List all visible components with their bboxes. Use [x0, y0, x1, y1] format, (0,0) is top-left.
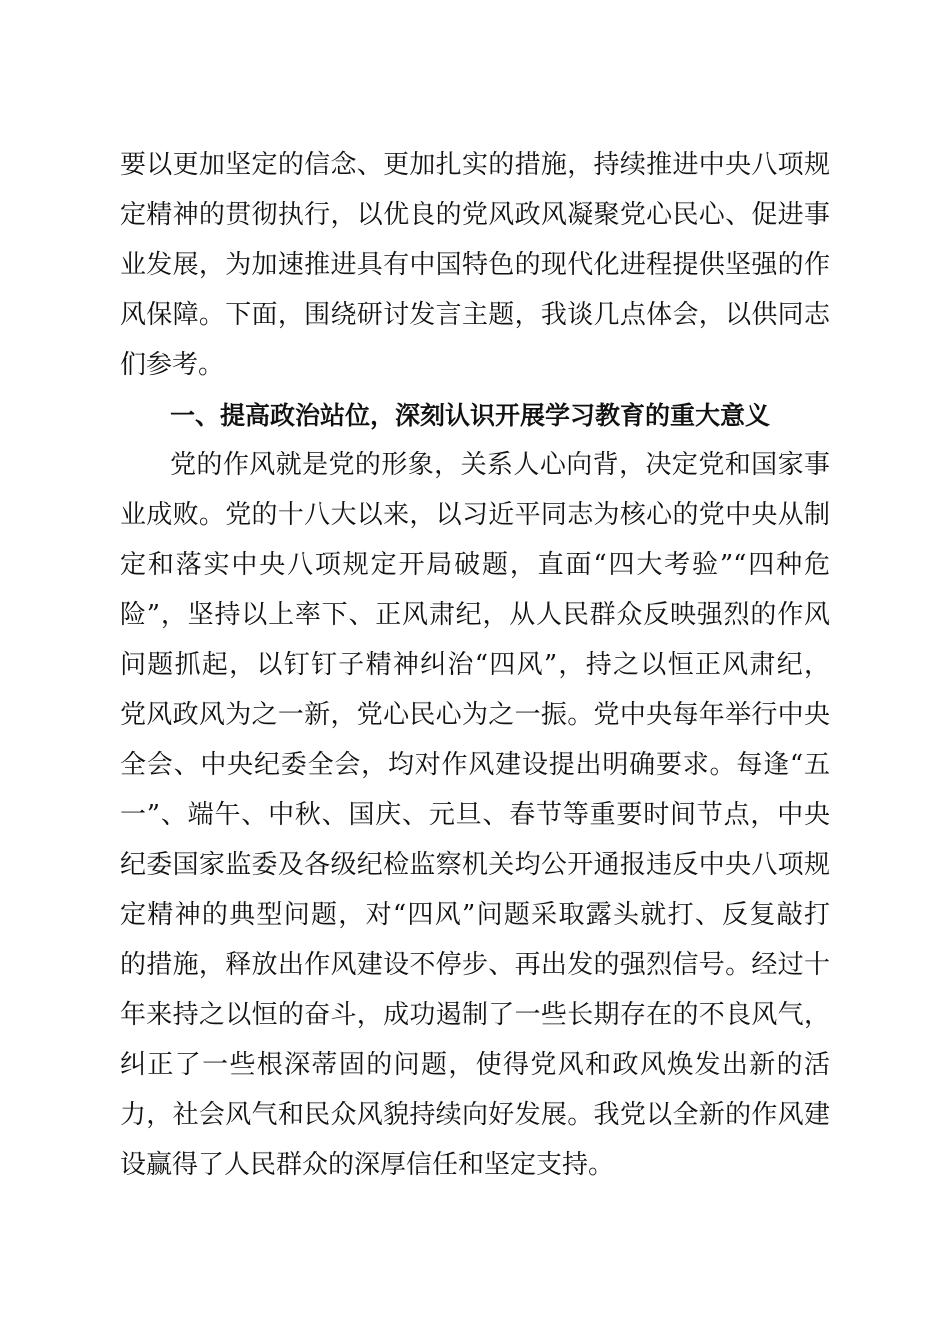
- paragraph-line: 定精神的贯彻执行，以优良的党风政风凝聚党心民心、促进事: [120, 200, 830, 230]
- paragraph-line: 风保障。下面，围绕研讨发言主题，我谈几点体会，以供同志: [120, 300, 830, 330]
- paragraph-line: 业发展，为加速推进具有中国特色的现代化进程提供坚强的作: [120, 250, 830, 280]
- paragraph-line: 险”，坚持以上率下、正风肃纪，从人民群众反映强烈的作风: [120, 600, 830, 630]
- paragraph-line: 要以更加坚定的信念、更加扎实的措施，持续推进中央八项规: [120, 150, 830, 180]
- paragraph-line: 年来持之以恒的奋斗，成功遏制了一些长期存在的不良风气，: [120, 1000, 830, 1030]
- paragraph-line: 纪委国家监委及各级纪检监察机关均公开通报违反中央八项规: [120, 850, 830, 880]
- paragraph-line: 定精神的典型问题，对“四风”问题采取露头就打、反复敲打: [120, 900, 830, 930]
- paragraph-line: 党风政风为之一新，党心民心为之一振。党中央每年举行中央: [120, 700, 830, 730]
- paragraph-line: 的措施，释放出作风建设不停步、再出发的强烈信号。经过十: [120, 950, 830, 980]
- paragraph-line: 设赢得了人民群众的深厚信任和坚定支持。: [120, 1150, 615, 1180]
- paragraph-line: 定和落实中央八项规定开局破题，直面“四大考验”“四种危: [120, 550, 830, 580]
- paragraph-line: 力，社会风气和民众风貌持续向好发展。我党以全新的作风建: [120, 1100, 830, 1130]
- paragraph-line: 业成败。党的十八大以来，以习近平同志为核心的党中央从制: [120, 500, 830, 530]
- paragraph-line: 党的作风就是党的形象，关系人心向背，决定党和国家事: [170, 450, 830, 480]
- paragraph-line: 纠正了一些根深蒂固的问题，使得党风和政风焕发出新的活: [120, 1050, 830, 1080]
- paragraph-line: 们参考。: [120, 350, 225, 380]
- paragraph-line: 问题抓起，以钉钉子精神纠治“四风”，持之以恒正风肃纪，: [120, 650, 830, 680]
- section-heading: 一、提高政治站位，深刻认识开展学习教育的重大意义: [170, 401, 771, 430]
- paragraph-line: 一”、端午、中秋、国庆、元旦、春节等重要时间节点，中央: [120, 800, 830, 830]
- paragraph-line: 全会、中央纪委全会，均对作风建设提出明确要求。每逢“五: [120, 750, 830, 780]
